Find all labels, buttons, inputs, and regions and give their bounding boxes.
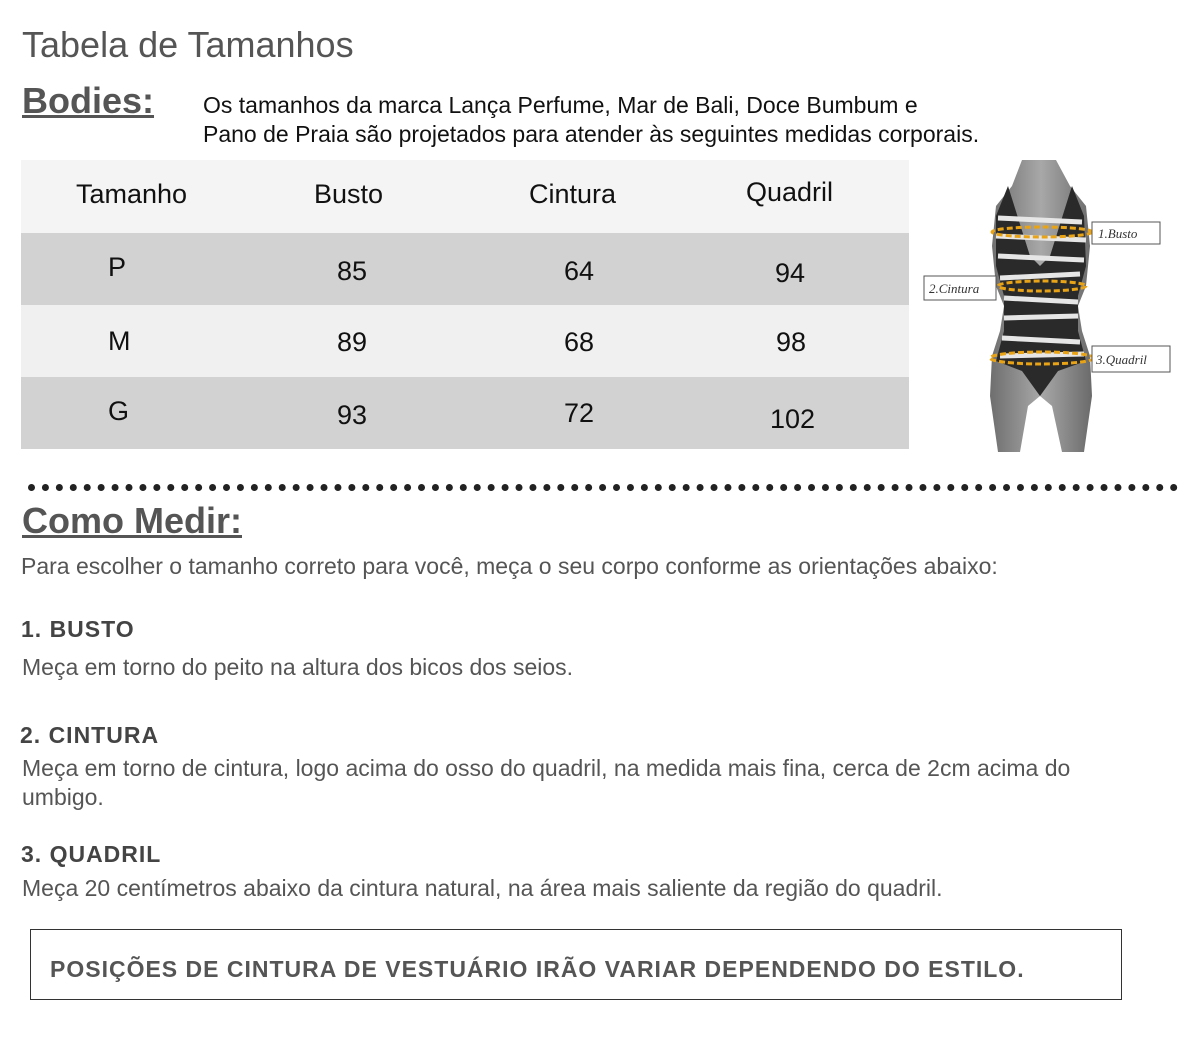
bodies-heading: Bodies:	[22, 80, 155, 121]
step-quadril-text: Meça 20 centímetros abaixo da cintura natural, na área mais saliente da região do quadril.	[22, 875, 943, 901]
body-measurement-figure	[920, 156, 1180, 452]
step-cintura-text: Meça em torno de cintura, logo acima do osso do quadril, na medida mais fina, cerca de 2cm acima do umbigo.	[22, 755, 1071, 810]
table-cell: P	[21, 233, 253, 305]
table-cell: 64	[473, 233, 705, 305]
page-title: Tabela de Tamanhos	[22, 24, 354, 65]
bodies-intro-line-2: Pano de Praia são projetados para atender às seguintes medidas corporais.	[203, 121, 980, 147]
table-cell: 102	[705, 377, 909, 449]
table-cell: 89	[253, 305, 473, 377]
table-cell: 72	[473, 377, 705, 449]
table-row	[21, 305, 909, 377]
table-cell: 68	[473, 305, 705, 377]
label-busto: 1.Busto	[1098, 226, 1138, 241]
table-cell: 98	[705, 305, 909, 377]
step-quadril-title: 3. QUADRIL	[21, 841, 162, 867]
size-table	[21, 160, 909, 449]
bodies-intro	[203, 91, 1123, 149]
note-text: POSIÇÕES DE CINTURA DE VESTUÁRIO IRÃO VARIAR DEPENDENDO DO ESTILO.	[50, 956, 1025, 982]
table-row	[21, 233, 909, 305]
table-cell: M	[21, 305, 253, 377]
bodies-intro-line-1: Os tamanhos da marca Lança Perfume, Mar de Bali, Doce Bumbum e	[203, 92, 918, 118]
como-medir-heading: Como Medir:	[22, 500, 242, 541]
table-header-row	[21, 160, 909, 233]
step-cintura-title: 2. CINTURA	[20, 722, 160, 748]
step-busto-title: 1. BUSTO	[21, 616, 135, 642]
table-cell: 93	[253, 377, 473, 449]
label-quadril: 3.Quadril	[1096, 352, 1147, 367]
label-cintura: 2.Cintura	[929, 281, 980, 296]
table-cell: 85	[253, 233, 473, 305]
section-divider	[28, 484, 1178, 491]
header-busto: Busto	[253, 160, 473, 233]
table-cell: G	[21, 377, 253, 449]
step-busto-text: Meça em torno do peito na altura dos bicos dos seios.	[22, 654, 574, 680]
table-row	[21, 377, 909, 449]
header-tamanho: Tamanho	[21, 160, 253, 233]
table-cell: 94	[705, 233, 909, 305]
como-medir-intro: Para escolher o tamanho correto para você, meça o seu corpo conforme as orientações abaixo:	[21, 553, 998, 579]
header-cintura: Cintura	[473, 160, 705, 233]
header-quadril: Quadril	[705, 160, 909, 233]
